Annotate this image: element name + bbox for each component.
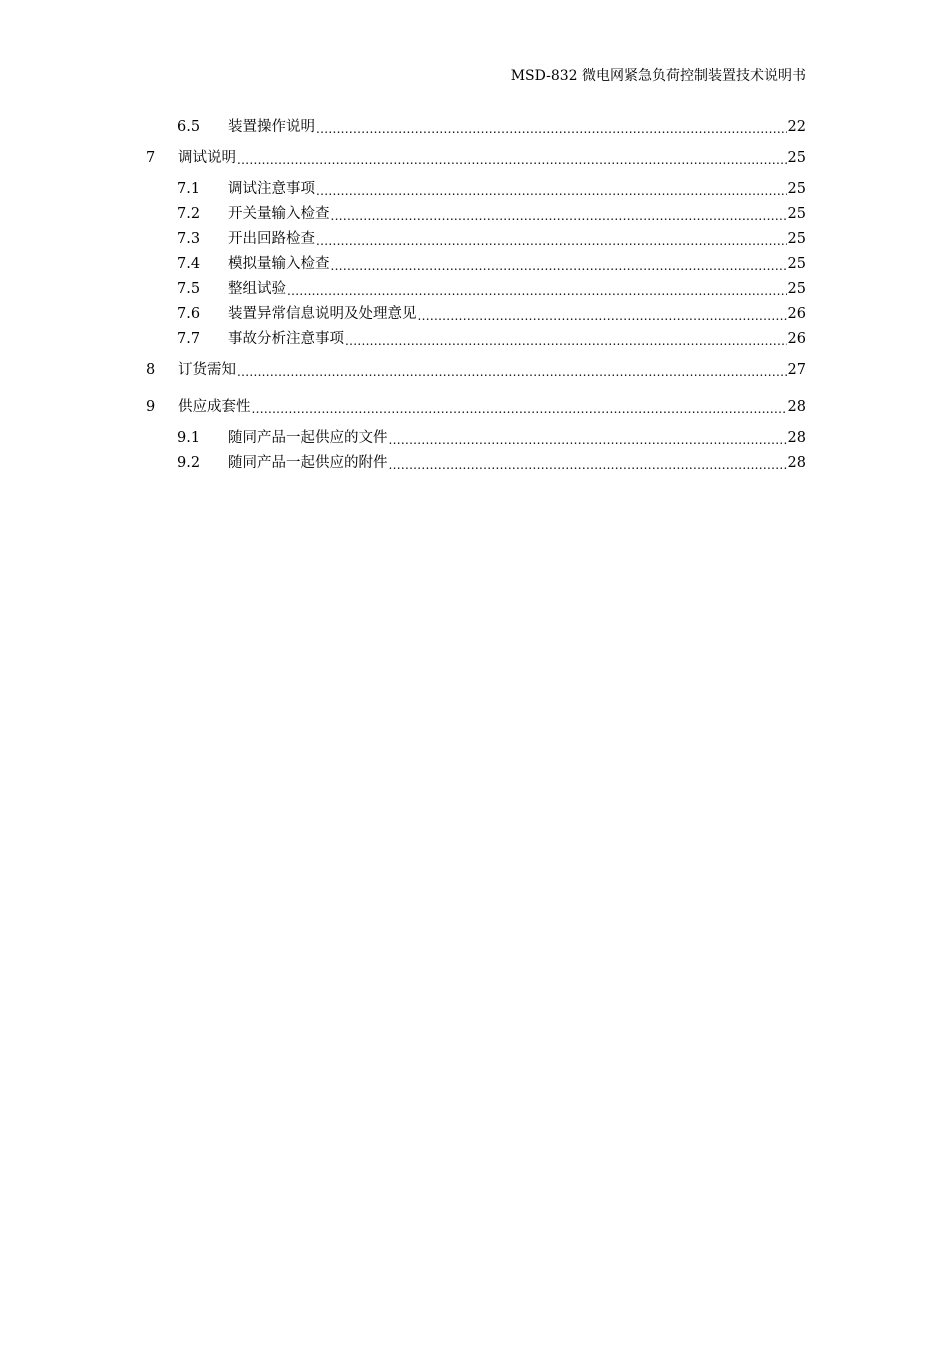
toc-entry-title: 调试说明 — [178, 150, 236, 166]
toc-entry-number: 7.7 — [177, 331, 201, 347]
page-header: MSD-832 微电网紧急负荷控制装置技术说明书 — [510, 68, 806, 84]
toc-entry-page: 25 — [787, 206, 806, 222]
toc-entry-title: 供应成套性 — [178, 399, 251, 415]
toc-dot-leader — [345, 330, 787, 348]
toc-dot-leader — [252, 398, 787, 416]
toc-entry-title: 模拟量输入检查 — [228, 256, 330, 272]
toc-entry-page: 26 — [787, 331, 806, 347]
toc-entry-page: 28 — [787, 455, 806, 471]
toc-dot-leader — [331, 255, 787, 273]
toc-entry-number: 7.5 — [177, 281, 201, 297]
toc-entry-number: 7.2 — [177, 206, 201, 222]
toc-entry-page: 26 — [787, 306, 806, 322]
toc-entry-number: 7 — [146, 150, 156, 166]
toc-entry-6-5[interactable] — [0, 117, 806, 137]
toc-entry-number: 9.1 — [177, 430, 201, 446]
toc-entry-number: 9.2 — [177, 455, 201, 471]
toc-entry-number: 7.3 — [177, 231, 201, 247]
toc-entry-page: 25 — [787, 281, 806, 297]
toc-entry-7-4[interactable] — [0, 254, 806, 274]
toc-entry-page: 28 — [787, 399, 806, 415]
toc-entry-number: 9 — [146, 399, 156, 415]
toc-entry-page: 25 — [787, 231, 806, 247]
toc-entry-page: 25 — [787, 150, 806, 166]
toc-entry-number: 8 — [146, 362, 156, 378]
toc-entry-page: 28 — [787, 430, 806, 446]
toc-dot-leader — [287, 280, 787, 298]
toc-entry-7-3[interactable] — [0, 229, 806, 249]
toc-entry-title: 订货需知 — [178, 362, 236, 378]
toc-entry-title: 装置操作说明 — [228, 119, 315, 135]
toc-entry-page: 25 — [787, 181, 806, 197]
toc-dot-leader — [237, 149, 787, 167]
toc-entry-7-2[interactable] — [0, 204, 806, 224]
toc-entry-7-5[interactable] — [0, 279, 806, 299]
toc-entry-page: 27 — [787, 362, 806, 378]
toc-entry-7[interactable] — [0, 148, 806, 168]
toc-entry-number: 6.5 — [177, 119, 201, 135]
toc-dot-leader — [418, 305, 787, 323]
toc-dot-leader — [316, 180, 787, 198]
toc-dot-leader — [316, 118, 787, 136]
toc-dot-leader — [331, 205, 787, 223]
toc-entry-7-1[interactable] — [0, 179, 806, 199]
toc-entry-title: 开出回路检查 — [228, 231, 315, 247]
toc-entry-number: 7.1 — [177, 181, 201, 197]
toc-dot-leader — [389, 429, 787, 447]
toc-dot-leader — [237, 361, 787, 379]
toc-entry-page: 22 — [787, 119, 806, 135]
toc-dot-leader — [316, 230, 787, 248]
toc-entry-9-2[interactable] — [0, 453, 806, 473]
toc-entry-8[interactable] — [0, 360, 806, 380]
toc-entry-title: 事故分析注意事项 — [228, 331, 344, 347]
toc-entry-title: 装置异常信息说明及处理意见 — [228, 306, 417, 322]
toc-entry-9-1[interactable] — [0, 428, 806, 448]
toc-entry-title: 整组试验 — [228, 281, 286, 297]
toc-entry-page: 25 — [787, 256, 806, 272]
toc-dot-leader — [389, 454, 787, 472]
toc-entry-title: 开关量输入检查 — [228, 206, 330, 222]
toc-entry-title: 调试注意事项 — [228, 181, 315, 197]
toc-entry-number: 7.4 — [177, 256, 201, 272]
toc-entry-number: 7.6 — [177, 306, 201, 322]
toc-entry-7-6[interactable] — [0, 304, 806, 324]
toc-entry-title: 随同产品一起供应的文件 — [228, 430, 388, 446]
toc-entry-9[interactable] — [0, 397, 806, 417]
toc-entry-7-7[interactable] — [0, 329, 806, 349]
toc-entry-title: 随同产品一起供应的附件 — [228, 455, 388, 471]
